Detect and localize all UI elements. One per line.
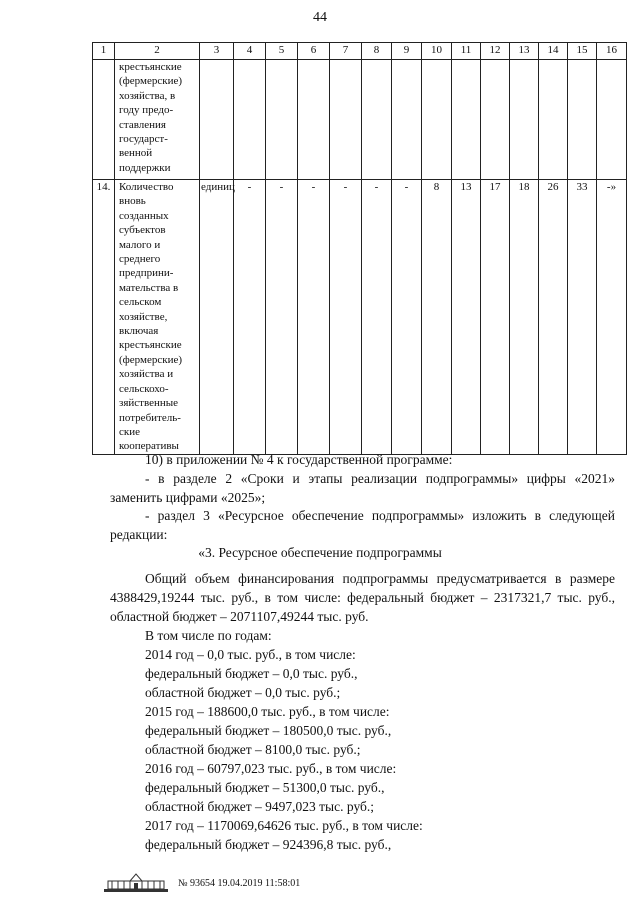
value-cell: - [392,180,422,455]
indicator-name: Количество вновь созданных субъектов малого и среднего предприни-мательства в сельском хозяйстве, включая крестьянские (фермерские) хозяйства и сельскохо-зяйственные потребитель-ские кооперативы [115,180,200,455]
program-table [92,42,627,455]
value-cell: 18 [510,180,539,455]
value-cell [362,60,392,180]
building-emblem-icon [100,872,172,894]
value-cell [234,60,266,180]
col-header: 8 [362,43,392,60]
table-header-row [93,43,627,60]
value-cell [330,60,362,180]
col-header: 13 [510,43,539,60]
value-cell: - [234,180,266,455]
amendment-subitem-1: - в разделе 2 «Сроки и этапы реализации подпрограммы» цифры «2021» заменить цифрами «2025»; [110,471,615,505]
row-number: 14. [93,180,115,455]
value-cell: - [298,180,330,455]
value-cell [392,60,422,180]
col-header: 2 [115,43,200,60]
col-header: 11 [452,43,481,60]
col-header: 16 [597,43,627,60]
value-cell: 8 [422,180,452,455]
col-header: 14 [539,43,568,60]
year-line: федеральный бюджет – 924396,8 тыс. руб., [145,837,392,852]
year-line: областной бюджет – 9497,023 тыс. руб.; [145,799,375,814]
year-line: 2014 год – 0,0 тыс. руб., в том числе: [145,647,356,662]
row-number [93,60,115,180]
value-cell: 33 [568,180,597,455]
year-line: федеральный бюджет – 51300,0 тыс. руб., [145,780,385,795]
value-cell [568,60,597,180]
col-header: 3 [200,43,234,60]
col-header: 9 [392,43,422,60]
year-line: областной бюджет – 8100,0 тыс. руб.; [145,742,361,757]
col-header: 5 [266,43,298,60]
value-cell [597,60,627,180]
value-cell: 13 [452,180,481,455]
value-cell [539,60,568,180]
value-cell: - [266,180,298,455]
value-cell: 17 [481,180,510,455]
value-cell: 26 [539,180,568,455]
col-header: 7 [330,43,362,60]
year-line: федеральный бюджет – 0,0 тыс. руб., [145,666,358,681]
col-header: 4 [234,43,266,60]
indicator-name: крестьянские (фермерские) хозяйства, в году предо-ставления государст-венной поддержки [115,60,200,180]
registration-stamp: № 93654 19.04.2019 11:58:01 [178,877,301,889]
value-cell [510,60,539,180]
value-cell [452,60,481,180]
col-header: 10 [422,43,452,60]
year-line: 2017 год – 1170069,64626 тыс. руб., в том числе: [145,818,423,833]
year-line: 2016 год – 60797,023 тыс. руб., в том числе: [145,761,397,776]
unit-cell: единиц [200,180,234,455]
year-line: областной бюджет – 0,0 тыс. руб.; [145,685,341,700]
col-header: 6 [298,43,330,60]
by-year-intro: В том числе по годам: [145,628,272,643]
value-cell [298,60,330,180]
col-header: 12 [481,43,510,60]
value-cell [481,60,510,180]
col-header: 15 [568,43,597,60]
year-line: федеральный бюджет – 180500,0 тыс. руб., [145,723,392,738]
financing-total-paragraph: Общий объем финансирования подпрограммы предусматривается в размере 4388429,19244 тыс. руб., в том числе: федеральный бюджет – 2317321,7 тыс. руб., областной бюджет – 2071107,49244 тыс. руб. [110,571,615,624]
value-cell: - [330,180,362,455]
amendment-item-10: 10) в приложении № 4 к государственной программе: [145,452,453,467]
section-heading: «3. Ресурсное обеспечение подпрограммы [198,545,442,560]
value-cell: -» [597,180,627,455]
value-cell [266,60,298,180]
page-number: 44 [313,10,327,25]
table-row [93,180,627,455]
value-cell [422,60,452,180]
table-row [93,60,627,180]
amendment-subitem-2: - раздел 3 «Ресурсное обеспечение подпрограммы» изложить в следующей редакции: [110,508,615,542]
unit-cell [200,60,234,180]
value-cell: - [362,180,392,455]
col-header: 1 [93,43,115,60]
year-line: 2015 год – 188600,0 тыс. руб., в том числе: [145,704,390,719]
registration-footer [100,872,300,894]
